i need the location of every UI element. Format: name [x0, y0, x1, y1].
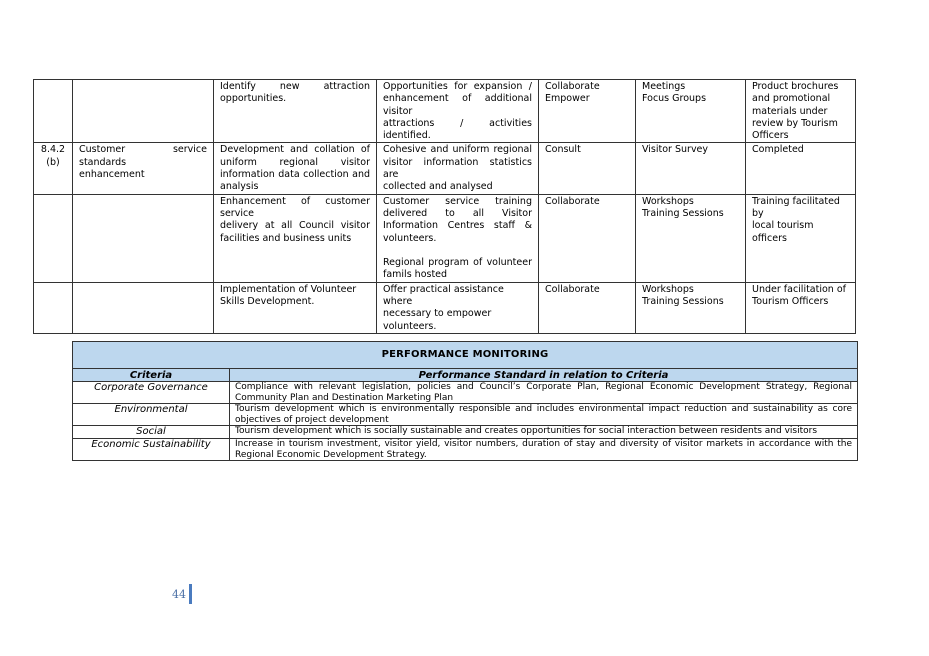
status-line: review by Tourism	[752, 117, 838, 129]
standard-cell	[230, 382, 858, 404]
action-line: Enhancement of customer service	[220, 195, 370, 219]
outcome-line: Opportunities for expansion /	[383, 81, 532, 92]
action-line: Implementation of Volunteer	[220, 283, 357, 295]
outcome-cell	[377, 194, 539, 282]
engagement-level-cell	[539, 194, 636, 282]
status-line: Completed	[752, 144, 804, 156]
outcome-line: delivered to all Visitor	[383, 207, 532, 219]
level-line: Consult	[545, 144, 581, 156]
method-line: Workshops	[642, 195, 694, 207]
level-line: Collaborate	[545, 283, 600, 295]
table-row	[73, 404, 858, 426]
method-line: Focus Groups	[642, 93, 707, 105]
status-line: Under facilitation of	[752, 283, 847, 295]
outcome-line: volunteers.	[383, 320, 437, 332]
standard-line: Tourism development which is environmentally responsible and includes environmental impact reduction and sustainability as core	[235, 404, 852, 414]
standard-line: Tourism development which is socially sustainable and creates opportunities for social interaction between residents and visitors	[235, 426, 818, 436]
action-line: facilities and business units	[220, 232, 352, 244]
standard-line: Increase in tourism investment, visitor yield, visitor numbers, duration of stay and diversity of visitor markets in accordance with the	[235, 439, 852, 449]
standard-line: objectives of project development	[235, 414, 389, 425]
method-line: Training Sessions	[642, 296, 724, 308]
item-number: 8.4.2	[40, 144, 66, 156]
status-cell	[746, 80, 856, 143]
page-number-bar	[189, 584, 192, 604]
method-cell	[636, 194, 746, 282]
outcome-cell	[377, 282, 539, 333]
outcome-line: famils hosted	[383, 269, 448, 281]
outcome-line: Cohesive and uniform regional	[383, 144, 532, 156]
level-line: Collaborate	[545, 195, 600, 207]
action-line: Identify new attraction	[220, 81, 370, 92]
item-number-cell	[34, 282, 73, 333]
method-cell	[636, 143, 746, 194]
action-cell	[214, 143, 377, 194]
status-line: Officers	[752, 130, 789, 142]
method-line: Visitor Survey	[642, 144, 709, 156]
outcome-cell	[377, 80, 539, 143]
item-number-cell	[34, 194, 73, 282]
outcome-line: necessary to empower	[383, 308, 492, 320]
outcome-line: Information Centres staff &	[383, 220, 532, 232]
table-row	[34, 80, 856, 143]
status-line: local tourism officers	[752, 220, 814, 244]
criteria-cell: Economic Sustainability	[73, 439, 230, 461]
method-line: Training Sessions	[642, 207, 724, 219]
action-line: delivery at all Council visitor	[220, 220, 370, 232]
paragraph-gap	[383, 245, 532, 257]
method-line: Meetings	[642, 81, 686, 92]
performance-monitoring-table	[72, 341, 858, 461]
standard-cell	[230, 426, 858, 439]
action-cell	[214, 282, 377, 333]
table-row	[73, 426, 858, 439]
action-line: opportunities.	[220, 93, 287, 105]
performance-monitoring-title: PERFORMANCE MONITORING	[73, 342, 858, 369]
page-number: 44	[172, 588, 186, 601]
engagement-level-cell	[539, 143, 636, 194]
engagement-level-cell	[539, 80, 636, 143]
strategy-cell	[73, 143, 214, 194]
outcome-line: Regional program of volunteer	[383, 257, 532, 269]
outcome-line: volunteers.	[383, 232, 437, 244]
strategy-cell	[73, 80, 214, 143]
strategy-cell	[73, 194, 214, 282]
criteria-cell: Corporate Governance	[73, 382, 230, 404]
performance-standard-header: Performance Standard in relation to Criteria	[230, 369, 858, 382]
outcome-line: enhancement of additional visitor	[383, 93, 532, 117]
table-row	[73, 382, 858, 404]
outcome-line: Offer practical assistance where	[383, 283, 504, 308]
standard-line: Community Plan and Destination Marketing Plan	[235, 392, 454, 403]
action-cell	[214, 80, 377, 143]
action-line: Skills Development.	[220, 296, 315, 308]
level-line: Empower	[545, 93, 590, 105]
action-cell	[214, 194, 377, 282]
outcome-line: visitor information statistics are	[383, 156, 532, 181]
table-row	[34, 194, 856, 282]
outcome-cell	[377, 143, 539, 194]
action-line: analysis	[220, 181, 259, 193]
standard-cell	[230, 439, 858, 461]
status-cell	[746, 143, 856, 194]
strategy-cell	[73, 282, 214, 333]
standard-line: Regional Economic Development Strategy.	[235, 449, 427, 460]
outcome-line: attractions / activities identified.	[383, 117, 532, 142]
table-row	[34, 282, 856, 333]
method-line: Workshops	[642, 283, 694, 295]
table-row	[34, 143, 856, 194]
status-line: Tourism Officers	[752, 296, 829, 308]
strategy-line: enhancement	[79, 169, 145, 181]
criteria-cell: Environmental	[73, 404, 230, 426]
action-plan-table	[33, 79, 856, 334]
action-line: uniform regional visitor	[220, 156, 370, 168]
status-line: and promotional	[752, 93, 831, 105]
outcome-line: collected and analysed	[383, 181, 493, 193]
status-line: materials under	[752, 105, 828, 117]
standard-line: Compliance with relevant legislation, policies and Council’s Corporate Plan, Regional Economic Development Strategy, Regional	[235, 382, 852, 392]
action-line: Development and collation of	[220, 144, 370, 156]
standard-cell	[230, 404, 858, 426]
outcome-line: Customer service training	[383, 195, 532, 207]
item-number-cell	[34, 80, 73, 143]
status-line: Training facilitated by	[752, 195, 840, 219]
level-line: Collaborate	[545, 81, 600, 92]
status-line: Product brochures	[752, 81, 839, 92]
criteria-header: Criteria	[73, 369, 230, 382]
method-cell	[636, 282, 746, 333]
status-cell	[746, 282, 856, 333]
strategy-line: Customer service standards	[79, 144, 207, 168]
action-line: information data collection and	[220, 169, 370, 181]
method-cell	[636, 80, 746, 143]
table-row	[73, 439, 858, 461]
criteria-cell: Social	[73, 426, 230, 439]
item-number-cell	[34, 143, 73, 194]
engagement-level-cell	[539, 282, 636, 333]
item-number-suffix: (b)	[46, 156, 60, 168]
status-cell	[746, 194, 856, 282]
